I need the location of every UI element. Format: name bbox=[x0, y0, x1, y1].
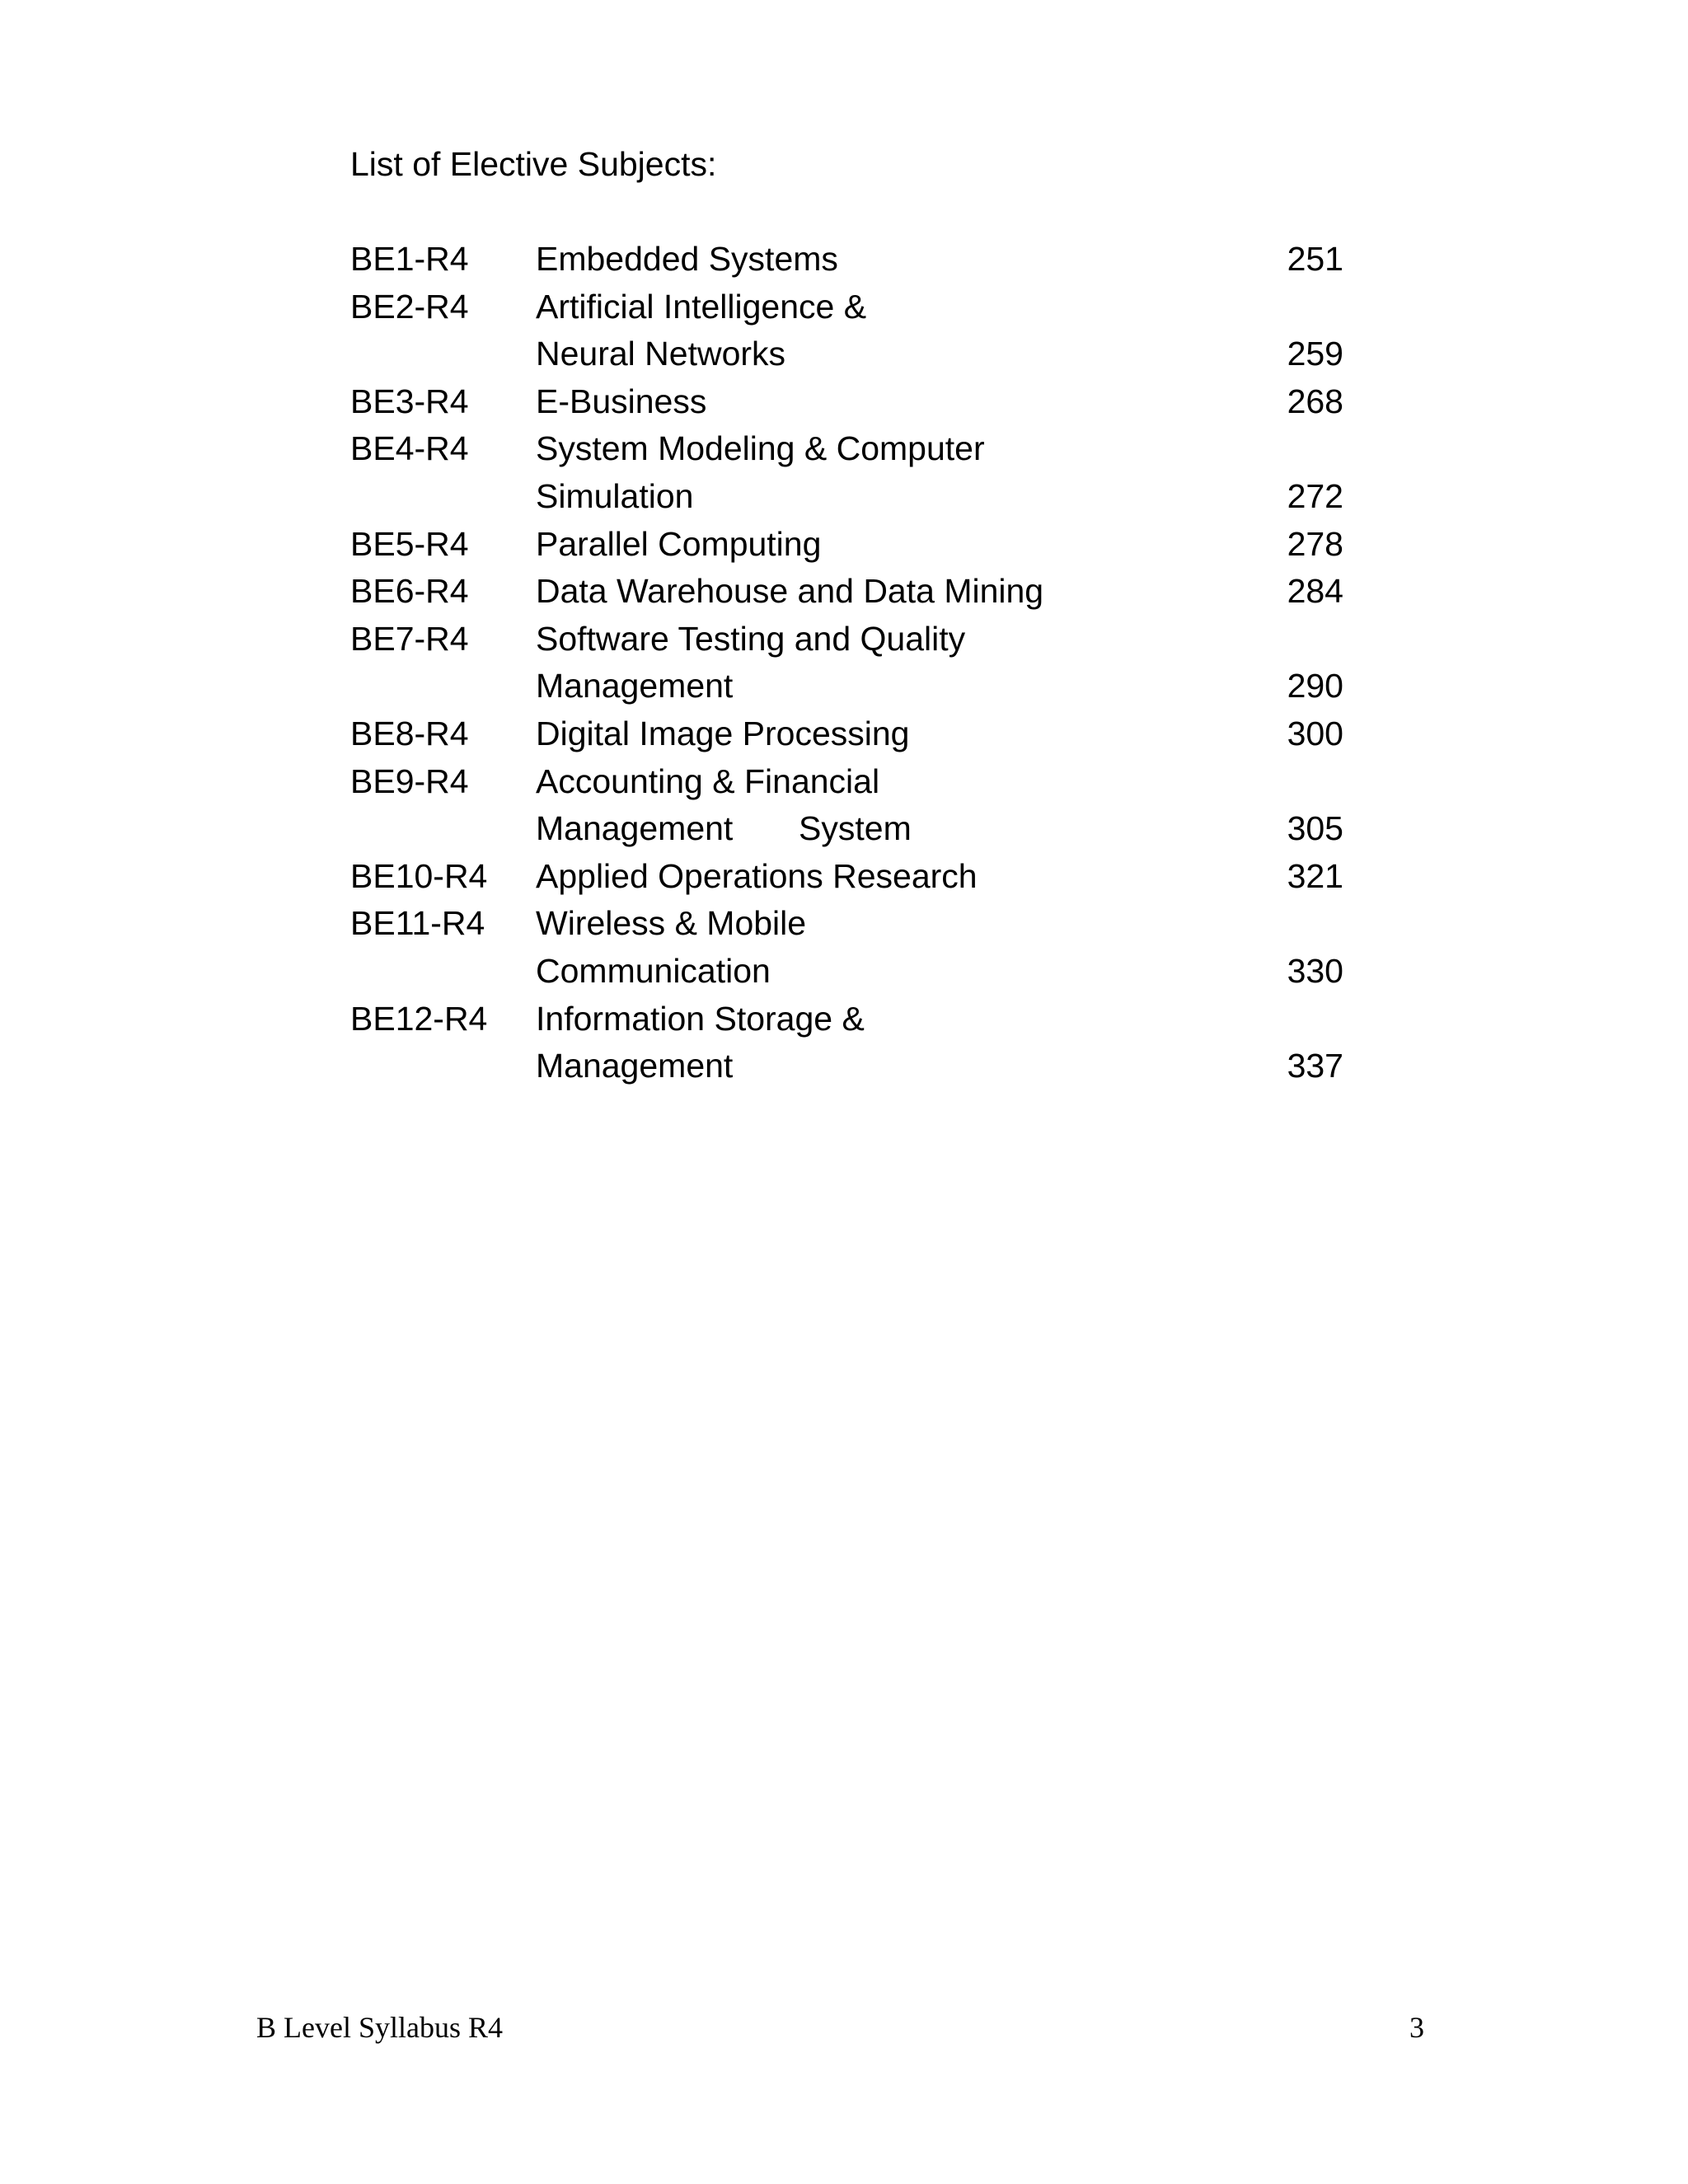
subject-page-number: 305 bbox=[1287, 809, 1343, 848]
subject-title: Software Testing and Quality bbox=[536, 619, 966, 658]
subject-page-number: 251 bbox=[1287, 240, 1343, 278]
subject-title: Accounting & Financial bbox=[536, 762, 880, 800]
list-item bbox=[350, 900, 1343, 948]
subject-code: BE10-R4 bbox=[350, 856, 488, 895]
list-item bbox=[350, 1043, 1343, 1090]
footer-document-title: B Level Syllabus R4 bbox=[256, 2011, 503, 2044]
list-item bbox=[350, 284, 1343, 331]
subject-title: System Modeling & Computer bbox=[536, 429, 985, 468]
subject-title: Management bbox=[536, 667, 734, 705]
subject-code: BE11-R4 bbox=[350, 904, 485, 943]
elective-subjects-list bbox=[350, 236, 1343, 1090]
subject-page-number: 259 bbox=[1287, 335, 1343, 373]
subject-title: Wireless & Mobile bbox=[536, 904, 807, 943]
list-item bbox=[350, 948, 1343, 996]
subject-page-number: 337 bbox=[1287, 1047, 1343, 1085]
list-item bbox=[350, 758, 1343, 806]
footer-page-number: 3 bbox=[1409, 2011, 1424, 2044]
list-item bbox=[350, 425, 1343, 473]
subject-code: BE6-R4 bbox=[350, 572, 469, 611]
subject-code: BE8-R4 bbox=[350, 714, 469, 752]
subject-page-number: 290 bbox=[1287, 667, 1343, 705]
subject-page-number: 330 bbox=[1287, 951, 1343, 990]
list-item bbox=[350, 521, 1343, 569]
subject-title: Embedded Systems bbox=[536, 240, 838, 278]
list-item bbox=[350, 710, 1343, 758]
subject-page-number: 272 bbox=[1287, 476, 1343, 515]
list-item bbox=[350, 616, 1343, 663]
subject-title: Information Storage & bbox=[536, 999, 865, 1038]
subject-title: Communication bbox=[536, 951, 771, 990]
list-item bbox=[350, 236, 1343, 284]
subject-page-number: 278 bbox=[1287, 524, 1343, 563]
list-item bbox=[350, 330, 1343, 378]
subject-title: Neural Networks bbox=[536, 335, 786, 373]
subject-title: Data Warehouse and Data Mining bbox=[536, 572, 1044, 611]
subject-title: Management System bbox=[536, 809, 912, 848]
subject-page-number: 268 bbox=[1287, 382, 1343, 420]
subject-code: BE9-R4 bbox=[350, 762, 469, 800]
subject-title: Management bbox=[536, 1047, 734, 1085]
subject-page-number: 300 bbox=[1287, 714, 1343, 752]
subject-code: BE4-R4 bbox=[350, 429, 469, 468]
subject-page-number: 321 bbox=[1287, 856, 1343, 895]
subject-page-number: 284 bbox=[1287, 572, 1343, 611]
subject-code: BE3-R4 bbox=[350, 382, 469, 420]
subject-code: BE1-R4 bbox=[350, 240, 469, 278]
list-item bbox=[350, 805, 1343, 853]
section-heading: List of Elective Subjects: bbox=[350, 145, 717, 183]
subject-title: Artificial Intelligence & bbox=[536, 287, 867, 326]
list-item bbox=[350, 996, 1343, 1043]
subject-title: Applied Operations Research bbox=[536, 856, 978, 895]
subject-code: BE12-R4 bbox=[350, 999, 488, 1038]
subject-title: Digital Image Processing bbox=[536, 714, 910, 752]
subject-code: BE5-R4 bbox=[350, 524, 469, 563]
subject-title: Simulation bbox=[536, 476, 694, 515]
subject-code: BE7-R4 bbox=[350, 619, 469, 658]
subject-title: E-Business bbox=[536, 382, 707, 420]
list-item bbox=[350, 568, 1343, 616]
subject-title: Parallel Computing bbox=[536, 524, 822, 563]
list-item bbox=[350, 378, 1343, 426]
list-item bbox=[350, 473, 1343, 521]
list-item bbox=[350, 663, 1343, 710]
list-item bbox=[350, 853, 1343, 901]
subject-code: BE2-R4 bbox=[350, 287, 469, 326]
